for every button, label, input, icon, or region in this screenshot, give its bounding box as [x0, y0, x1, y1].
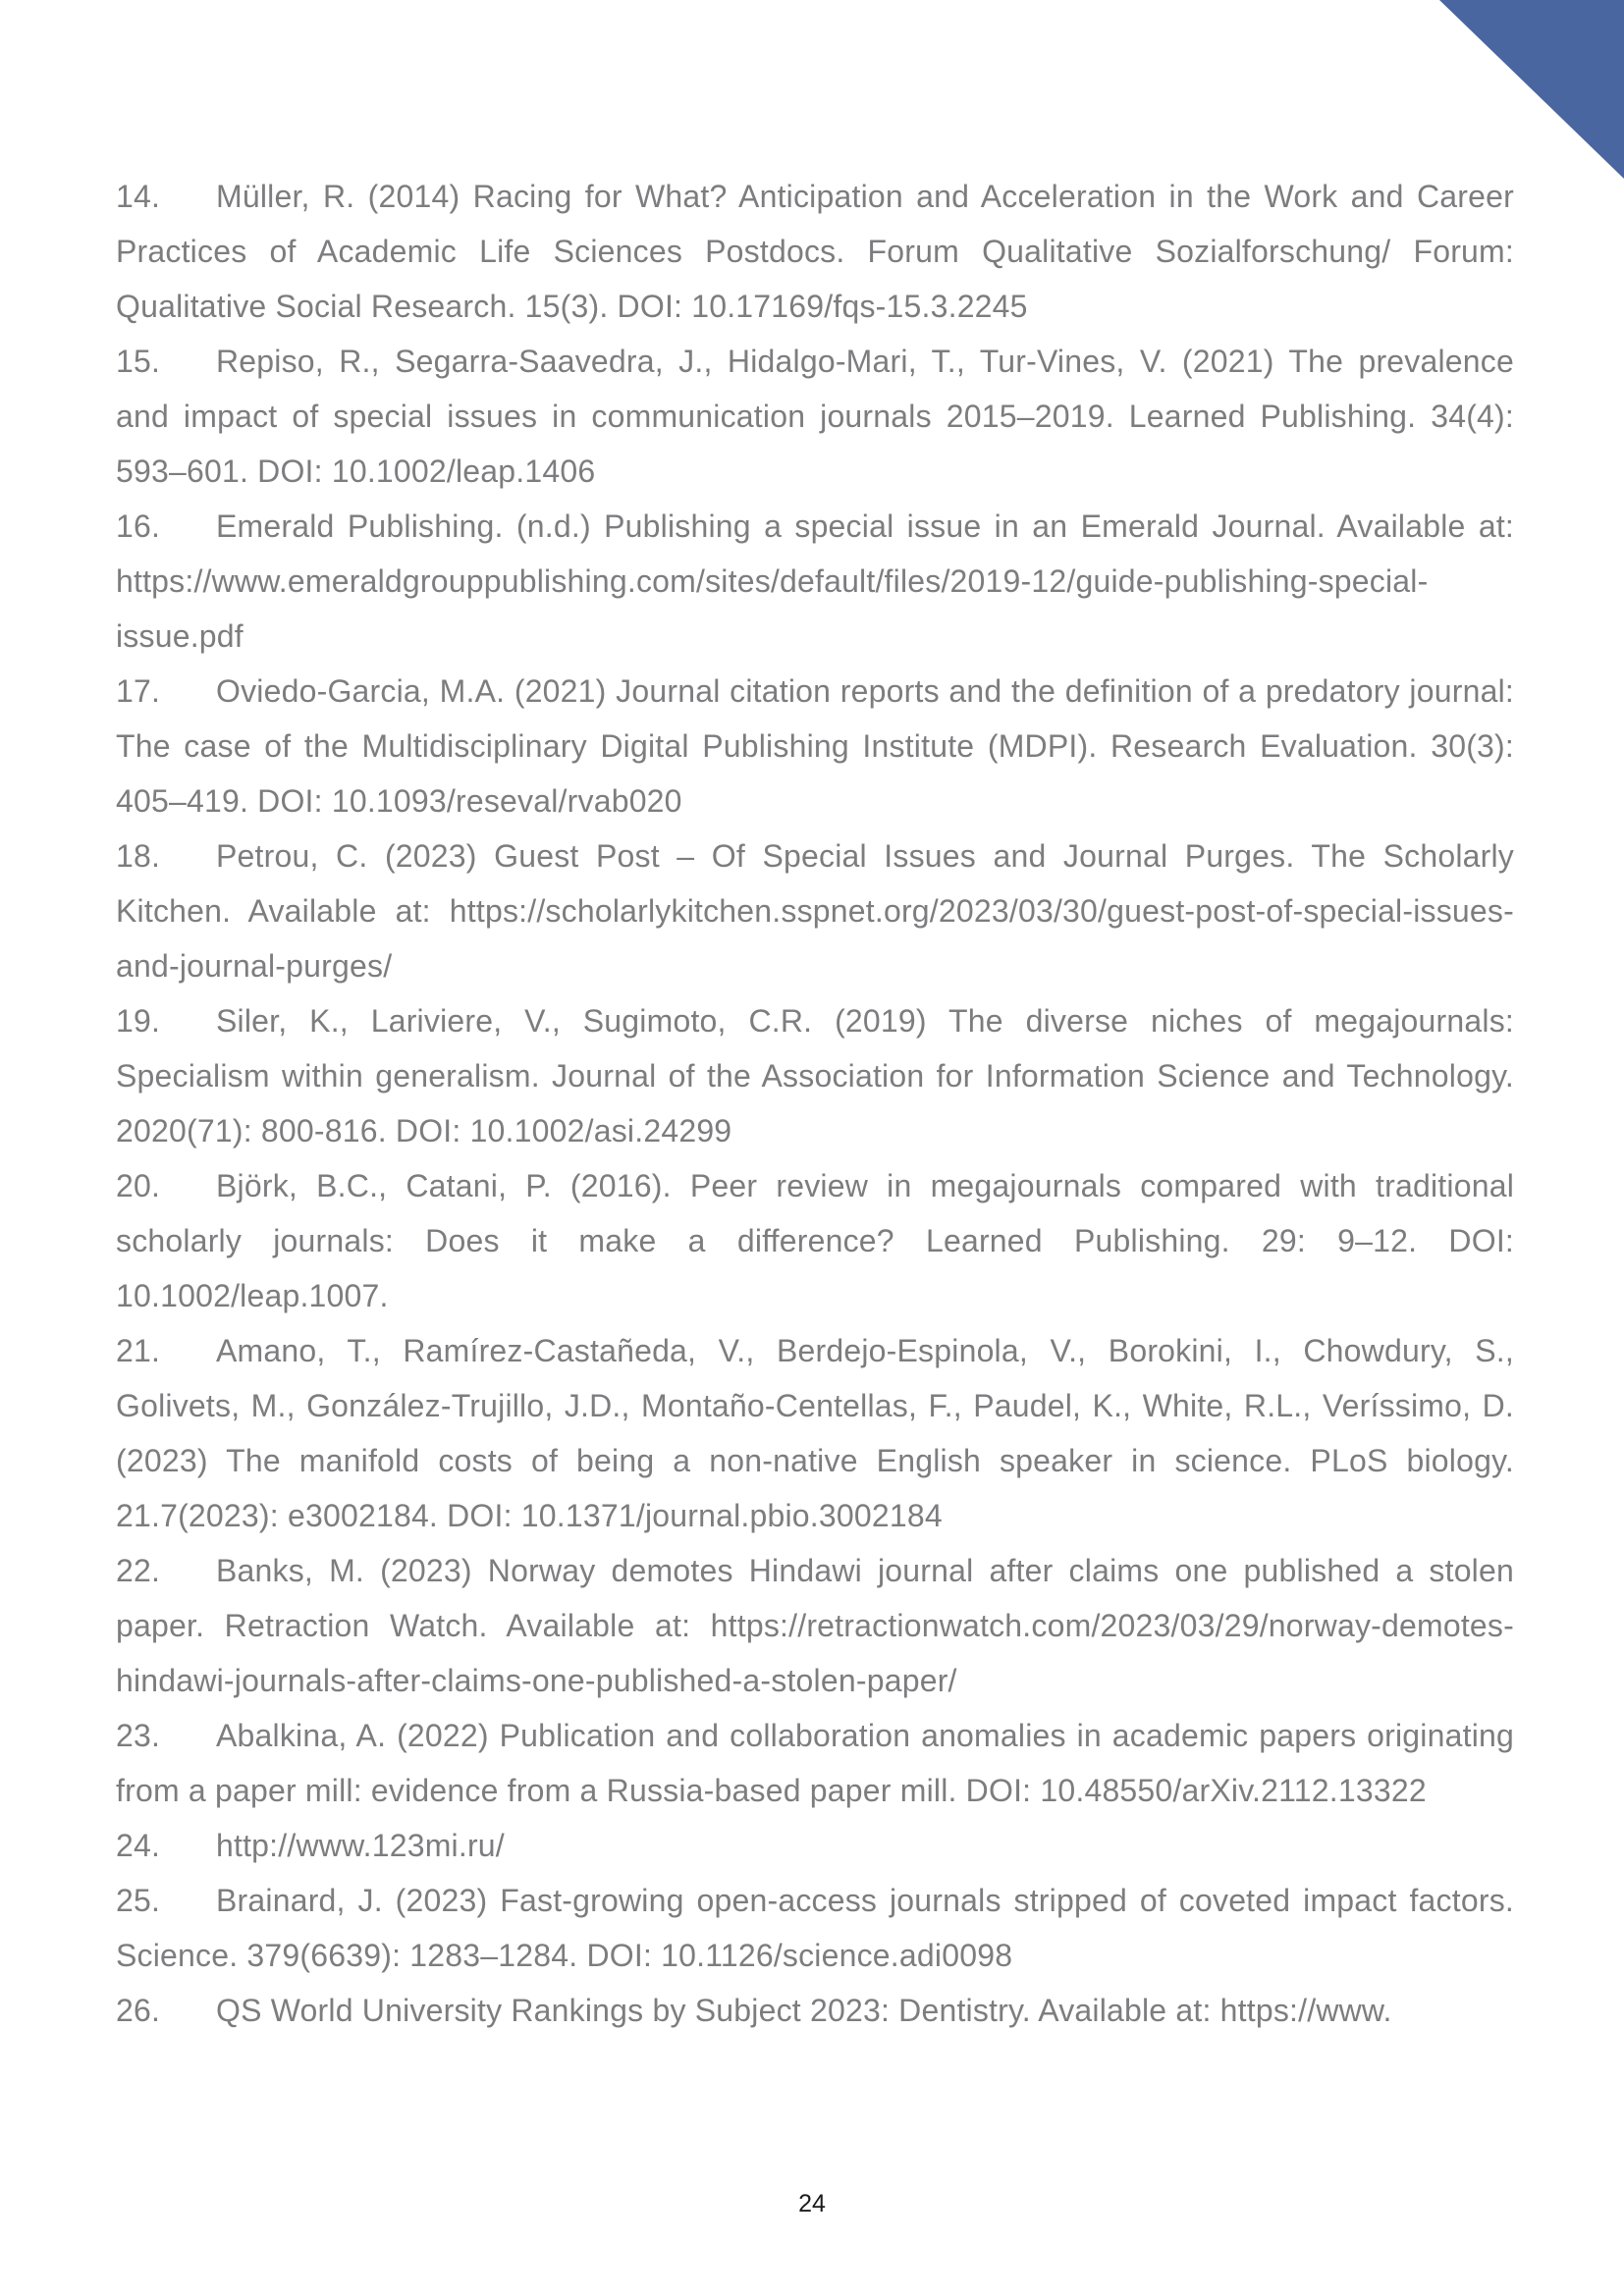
reference-item-17: [116, 664, 1514, 828]
reference-text: Abalkina, A. (2022) Publication and collaboration anomalies in academic papers originating from a paper mill: evidence from a Russia-based paper mill. DOI: 10.48550/arXiv.2112.13322: [116, 1718, 1514, 1808]
reference-item-15: [116, 334, 1514, 499]
reference-number: 21.: [116, 1333, 161, 1368]
reference-number: 14.: [116, 179, 161, 214]
reference-number: 23.: [116, 1718, 161, 1753]
reference-item-19: [116, 993, 1514, 1158]
reference-number: 18.: [116, 838, 161, 874]
page-number: 24: [798, 2190, 826, 2217]
reference-text: Banks, M. (2023) Norway demotes Hindawi journal after claims one published a stolen paper. Retraction Watch. Available at: https://retractionwatch.com/2023/03/29/norway-demotes-hindawi-journals-after-claims-one-published-a-stolen-paper/: [116, 1553, 1514, 1698]
reference-item-16: [116, 499, 1514, 664]
reference-item-18: [116, 828, 1514, 993]
reference-number: 15.: [116, 344, 161, 379]
reference-text: QS World University Rankings by Subject 2023: Dentistry. Available at: https://www.: [216, 1993, 1392, 2028]
reference-text: Repiso, R., Segarra-Saavedra, J., Hidalgo-Mari, T., Tur-Vines, V. (2021) The prevalence and impact of special issues in communication journals 2015–2019. Learned Publishing. 34(4): 593–601. DOI: 10.1002/leap.1406: [116, 344, 1514, 489]
reference-item-22: [116, 1543, 1514, 1708]
reference-item-20: [116, 1158, 1514, 1323]
reference-item-26: [116, 1983, 1514, 2038]
reference-text: Amano, T., Ramírez-Castañeda, V., Berdejo-Espinola, V., Borokini, I., Chowdury, S., Golivets, M., González-Trujillo, J.D., Montaño-Centellas, F., Paudel, K., White, R.L., Veríssimo, D. (2023) The manifold costs of being a non-native English speaker in science. PLoS biology. 21.7(2023): e3002184. DOI: 10.1371/journal.pbio.3002184: [116, 1333, 1514, 1533]
reference-number: 22.: [116, 1553, 161, 1588]
reference-number: 17.: [116, 673, 161, 709]
reference-text: Petrou, C. (2023) Guest Post – Of Special Issues and Journal Purges. The Scholarly Kitchen. Available at: https://scholarlykitchen.sspnet.org/2023/03/30/guest-post-of-special-issues-and-journal-purges/: [116, 838, 1514, 984]
reference-number: 20.: [116, 1168, 161, 1203]
reference-item-25: [116, 1873, 1514, 1983]
reference-number: 16.: [116, 508, 161, 544]
reference-text: Björk, B.C., Catani, P. (2016). Peer review in megajournals compared with traditional scholarly journals: Does it make a difference? Learned Publishing. 29: 9–12. DOI: 10.1002/leap.1007.: [116, 1168, 1514, 1313]
reference-text: http://www.123mi.ru/: [216, 1828, 505, 1863]
reference-text: Siler, K., Lariviere, V., Sugimoto, C.R. (2019) The diverse niches of megajournals: Specialism within generalism. Journal of the Association for Information Science and Technology. 2020(71): 800-816. DOI: 10.1002/asi.24299: [116, 1003, 1514, 1148]
reference-item-14: [116, 169, 1514, 334]
references-list: [116, 169, 1514, 2038]
reference-text: Oviedo-Garcia, M.A. (2021) Journal citation reports and the definition of a predatory journal: The case of the Multidisciplinary Digital Publishing Institute (MDPI). Research Evaluation. 30(3): 405–419. DOI: 10.1093/reseval/rvab020: [116, 673, 1514, 819]
reference-item-23: [116, 1708, 1514, 1818]
reference-number: 19.: [116, 1003, 161, 1039]
reference-text: Müller, R. (2014) Racing for What? Anticipation and Acceleration in the Work and Career Practices of Academic Life Sciences Postdocs. Forum Qualitative Sozialforschung/ Forum: Qualitative Social Research. 15(3). DOI: 10.17169/fqs-15.3.2245: [116, 179, 1514, 324]
reference-text: Brainard, J. (2023) Fast-growing open-access journals stripped of coveted impact factors. Science. 379(6639): 1283–1284. DOI: 10.1126/science.adi0098: [116, 1883, 1514, 1973]
corner-triangle-decoration: [1439, 0, 1624, 179]
reference-text: Emerald Publishing. (n.d.) Publishing a special issue in an Emerald Journal. Available at: https://www.emeraldgrouppublishing.com/sites/default/files/2019-12/guide-publishing-special-issue.pdf: [116, 508, 1514, 654]
reference-number: 25.: [116, 1883, 161, 1918]
reference-number: 24.: [116, 1828, 161, 1863]
reference-item-24: [116, 1818, 1514, 1873]
reference-item-21: [116, 1323, 1514, 1543]
reference-number: 26.: [116, 1993, 161, 2028]
